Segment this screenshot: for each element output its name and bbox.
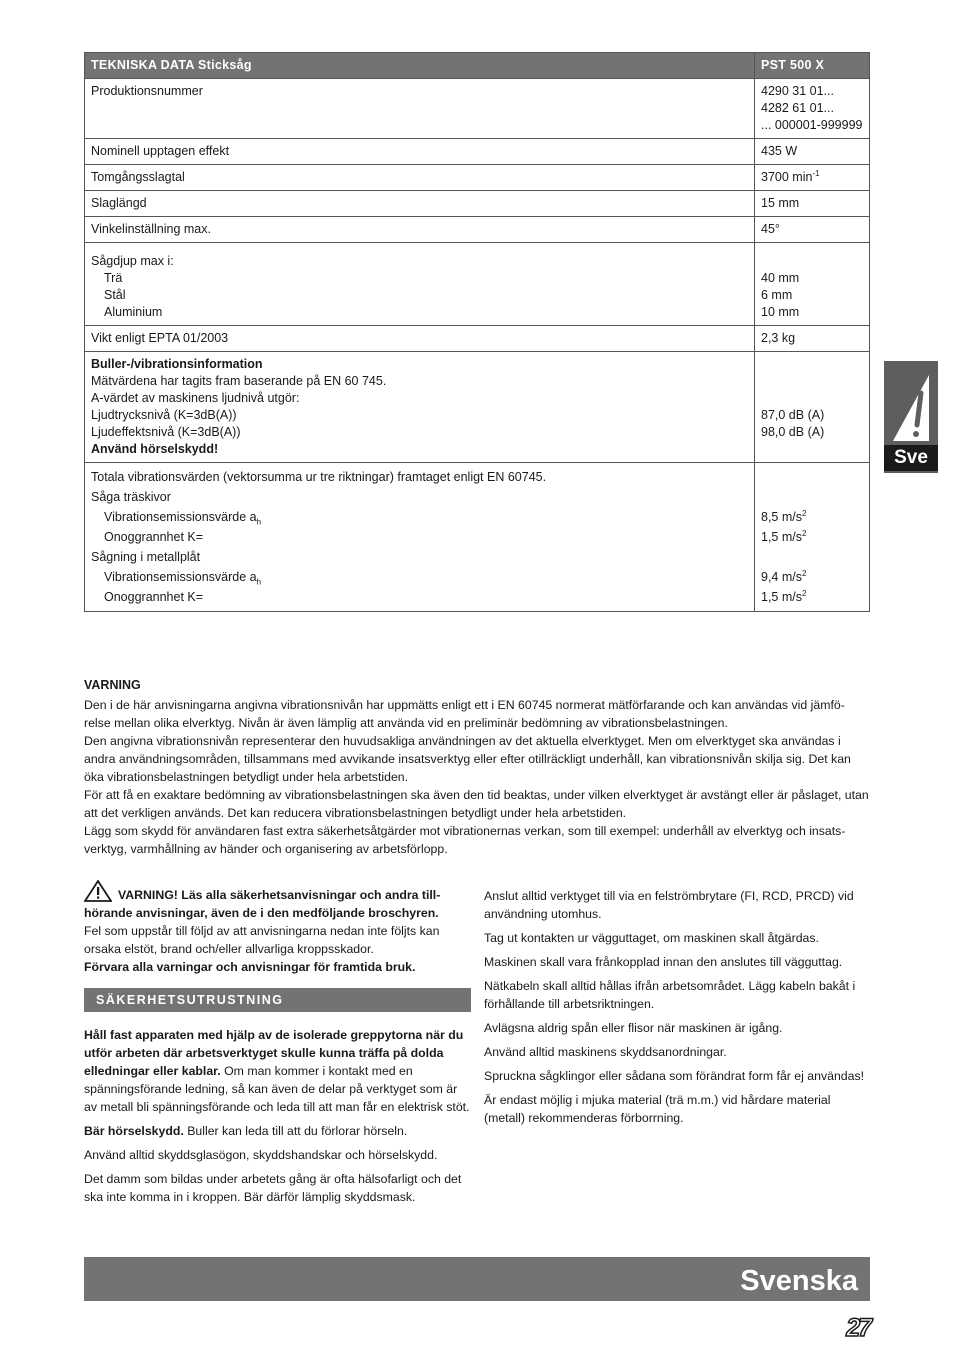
table-row [85,243,870,326]
table-row [85,326,870,352]
safety-paragraph: Tag ut kontakten ur vägguttaget, om maskinen skall åtgärdas. [484,931,819,945]
footer-language-label: Svenska [740,1265,858,1297]
table-header-subtitle: Sticksåg [197,58,252,72]
table-row [85,463,870,612]
warning-paragraph: Den i de här anvisningarna angivna vibrationsnivån har uppmätts enligt ett i EN 60745 normerat mätförfarande och kan användas vid jämfö-relse mellan olika elverktyg. Nivån är även lämplig att använda vid en preliminär bedömning av vibrationsbelastningen. [84,698,845,730]
safety-paragraph: Använd alltid maskinens skyddsanordningar. [484,1045,727,1059]
table-row [85,352,870,463]
row-label: Slaglängd [85,191,755,217]
row-label: Vinkelinställning max. [85,217,755,243]
row-label: Vikt enligt EPTA 01/2003 [85,326,755,352]
technical-data-table [84,52,870,612]
warning-exclamation-icon [891,371,931,443]
table-row [85,165,870,191]
footer-language-bar [84,1257,870,1301]
table-row [85,191,870,217]
right-column [484,887,871,1133]
safety-paragraph: Maskinen skall vara frånkopplad innan den anslutes till vägguttag. [484,955,843,969]
warning-heading: VARNING [84,678,141,692]
table-row [85,139,870,165]
table-header-row [85,53,870,79]
page-number: 27 [846,1314,870,1342]
row-value: 8,5 $m/s^2$ 1,5 $m/s^2$ 9,4 $m/s^2$ 1,5 $m/s^2$ [755,463,870,612]
row-value: 4290 31 01... 4282 61 01... ... 000001-999999 [755,79,870,139]
row-value: 2,3 kg [755,326,870,352]
row-value: 87,0 dB (A) 98,0 dB (A) [755,352,870,463]
table-header-title: TEKNISKA DATA Sticksåg [85,53,755,79]
safety-paragraph: Anslut alltid verktyget till via en felströmbrytare (FI, RCD, PRCD) vid användning utomhus. [484,889,854,921]
safety-paragraph: Bär hörselskydd. Buller kan leda till att du förlorar hörseln. [84,1124,408,1138]
warning-paragraph: Lägg som skydd för användaren fast extra säkerhetsåtgärder mot vibrationernas verkan, som till exempel: underhåll av elverktyg och insats-verktyg, varmhållning av händer och organisering av arbetsförlopp. [84,824,846,856]
warning-triangle-icon [84,880,112,902]
row-value: 45° [755,217,870,243]
safety-paragraph: Avlägsna aldrig spån eller flisor när maskinen är igång. [484,1021,783,1035]
safety-paragraph: Det damm som bildas under arbetets gång är ofta hälsofarligt och det ska inte komma in i kroppen. Bär därför lämplig skyddsmask. [84,1172,462,1204]
safety-paragraph: Är endast möjlig i mjuka material (trä m.m.) vid hårdare material (metall) rekommenderas förborrning. [484,1093,831,1125]
left-column [84,880,471,1212]
safety-paragraph: Håll fast apparaten med hjälp av de isolerade greppytorna när du utför arbeten där arbetsverktyget skulle kunna träffa på dolda elledningar eller kablar. Om man kommer i kontakt med en spänningsförande ledning, så kan även de delar på verktyget som är av metall bli spänningsförande och leda till att man får en elektrisk stöt. [84,1028,470,1114]
row-value: 15 mm [755,191,870,217]
safety-warning-intro: VARNING! Läs alla säkerhetsanvisningar och andra till-hörande anvisningar, även de i den medföljande broschyren. Fel som uppstår till följd av att anvisningarna nedan inte följts kan orsaka elstöt, brand och/eller allvarliga kroppsskador. Förvara alla varningar och anvisningar för framtida bruk. [84,880,471,976]
safety-paragraph: Nätkabeln skall alltid hållas ifrån arbetsområdet. Lägg kabeln bakåt i förhållande till arbetsriktningen. [484,979,856,1011]
section-title-safety-equipment: SÄKERHETSUTRUSTNING [84,988,471,1012]
safety-paragraph: Använd alltid skyddsglasögon, skyddshandskar och hörselskydd. [84,1148,438,1162]
row-label: Buller-/vibrationsinformation Mätvärdena har tagits fram baserande på EN 60 745. A-värdet av maskinens ljudnivå utgör: Ljudtrycksnivå (K=3dB(A)) Ljudeffektsnivå (K=3dB(A)) Använd hörselskydd! [85,352,755,463]
row-value: 40 mm 6 mm 10 mm [755,243,870,326]
table-row [85,217,870,243]
row-label: Produktionsnummer [85,79,755,139]
row-label: Nominell upptagen effekt [85,139,755,165]
table-header-model: PST 500 X [755,53,870,79]
row-label: Totala vibrationsvärden (vektorsumma ur tre riktningar) framtaget enligt EN 60745. Såga träskivor Vibrationsemissionsvärde $a_h$ Onoggrannhet K= Sågning i metallplåt Vibrationsemissionsvärde $a_h$ Onoggrannhet K= [85,463,755,612]
table-row [85,79,870,139]
warning-paragraph: Den angivna vibrationsnivån representerar den huvudsakliga användningen av det aktuella elverktyget. Men om elverktyget ska användas i andra användningsområden, tillsammans med avvikande insatsverktyg eller efter otillräckligt underhåll, kan vibrationsnivån skilja sig. Det kan öka vibrationsbelastningen betydligt under hela arbetstiden. [84,734,851,784]
side-tab-label: Sve [884,445,938,471]
vibration-warning-section [84,676,870,858]
row-label: Tomgångsslagtal [85,165,755,191]
row-label: Sågdjup max i: Trä Stål Aluminium [85,243,755,326]
row-value: 3700 $\min^{-1}$ [755,165,870,191]
warning-paragraph: För att få en exaktare bedömning av vibrationsbelastningen ska även den tid beaktas, under vilken elverktyget är avstängt eller är påslaget, utan att det verkligen används. Det kan reducera vibrationsbelastningen betydligt under hela arbetstiden. [84,788,869,820]
language-side-tab [884,361,938,473]
row-value: 435 W [755,139,870,165]
safety-paragraph: Spruckna sågklingor eller sådana som förändrat form får ej användas! [484,1069,865,1083]
